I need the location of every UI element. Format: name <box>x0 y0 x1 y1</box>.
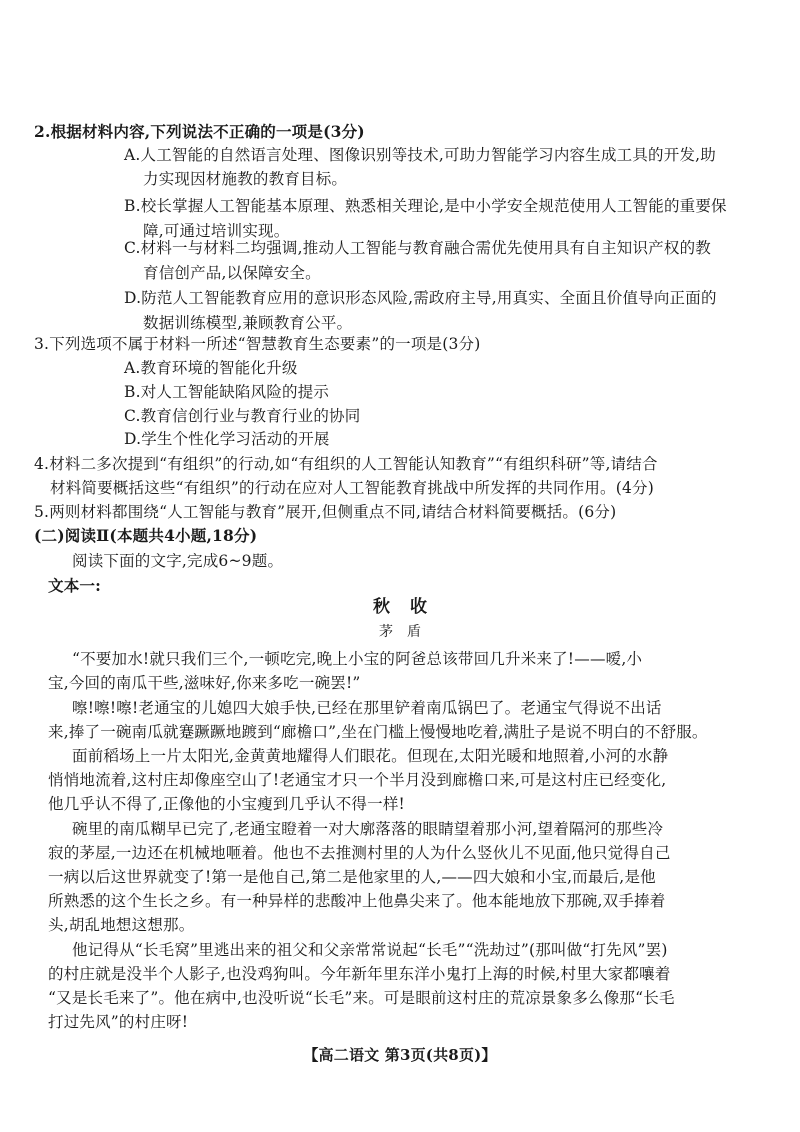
q4-line1: 4.材料二多次提到“有组织”的行动,如“有组织的人工智能认知教育”“有组织科研”等,请结合 <box>34 455 658 473</box>
q2-option-a-line2: 力实现因材施教的教育目标。 <box>143 170 348 188</box>
q2-option-b-line2: 障,可通过培训实现。 <box>143 222 290 240</box>
q3-option-b: B.对人工智能缺陷风险的提示 <box>124 383 330 401</box>
section-instruction: 阅读下面的文字,完成6~9题。 <box>72 552 284 570</box>
p4-line2: 寂的茅屋,一边还在机械地咂着。他也不去推测村里的人为什么竖伙儿不见面,他只觉得自己 <box>48 844 671 862</box>
p4-line4: 所熟悉的这个生长之乡。有一种异样的悲酸冲上他鼻尖来了。他本能地放下那碗,双手捧着 <box>48 892 666 910</box>
p1-line2: 宝,今回的南瓜干些,滋味好,你来多吃一碗罢!” <box>48 674 361 692</box>
p4-line5: 头,胡乱地想这想那。 <box>48 916 195 934</box>
text-label: 文本一: <box>48 576 102 595</box>
p2-line1: 嚓!嚓!嚓!老通宝的儿媳四大娘手快,已经在那里铲着南瓜锅巴了。老通宝气得说不出话 <box>72 699 662 717</box>
q3-option-d: D.学生个性化学习活动的开展 <box>124 430 330 448</box>
q4-line2: 材料简要概括这些“有组织”的行动在应对人工智能教育挑战中所发挥的共同作用。(4分) <box>50 479 655 497</box>
p5-line1: 他记得从“长毛窝”里逃出来的祖父和父亲常常说起“长毛”“洗劫过”(那叫做“打先风”罢) <box>72 941 668 959</box>
p5-line4: 打过先风”的村庄呀! <box>48 1013 189 1031</box>
p4-line1: 碗里的南瓜糊早已完了,老通宝瞪着一对大廓落落的眼睛望着那小河,望着隔河的那些冷 <box>72 820 664 838</box>
p2-line2: 来,捧了一碗南瓜就蹇蹶蹶地踱到“廊檐口”,坐在门槛上慢慢地吃着,满肚子是说不明白的不舒服。 <box>48 723 708 741</box>
q2-stem: 2.根据材料内容,下列说法不正确的一项是(3分) <box>34 122 365 141</box>
q5-line1: 5.两则材料都围绕“人工智能与教育”展开,但侧重点不同,请结合材料简要概括。(6分) <box>34 503 617 521</box>
p3-line2: 悄悄地流着,这村庄却像座空山了!老通宝才只一个半月没到廊檐口来,可是这村庄已经变化, <box>48 771 667 789</box>
p3-line1: 面前稻场上一片太阳光,金黄黄地耀得人们眼花。但现在,太阳光暖和地照着,小河的水静 <box>72 747 669 765</box>
p5-line2: 的村庄就是没半个人影子,也没鸡狗叫。今年新年里东洋小鬼打上海的时候,村里大家都嚷着 <box>48 965 671 983</box>
q3-stem: 3.下列选项不属于材料一所述“智慧教育生态要素”的一项是(3分) <box>34 335 481 353</box>
passage-title: 秋收 <box>373 597 447 617</box>
q3-option-a: A.教育环境的智能化升级 <box>124 359 298 377</box>
section-heading: (二)阅读Ⅱ(本题共4小题,18分) <box>34 526 258 545</box>
q2-option-c-line1: C.材料一与材料二均强调,推动人工智能与教育融合需优先使用具有自主知识产权的教 <box>124 239 711 257</box>
p4-line3: 一病以后这世界就变了!第一是他自己,第二是他家里的人,——四大娘和小宝,而最后,是他 <box>48 868 656 886</box>
q2-option-c-line2: 育信创产品,以保障安全。 <box>143 264 321 282</box>
q3-option-c: C.教育信创行业与教育行业的协同 <box>124 407 361 425</box>
q2-option-d-line1: D.防范人工智能教育应用的意识形态风险,需政府主导,用真实、全面且价值导向正面的 <box>124 289 717 307</box>
q2-option-b-line1: B.校长掌握人工智能基本原理、熟悉相关理论,是中小学安全规范使用人工智能的重要保 <box>124 197 727 215</box>
p5-line3: “又是长毛来了”。他在病中,也没听说“长毛”来。可是眼前这村庄的荒凉景象多么像那“长毛 <box>48 989 675 1007</box>
p3-line3: 他几乎认不得了,正像他的小宝瘦到几乎认不得一样! <box>48 795 405 813</box>
q2-option-a-line1: A.人工智能的自然语言处理、图像识别等技术,可助力智能学习内容生成工具的开发,助 <box>124 146 716 164</box>
q2-option-d-line2: 数据训练模型,兼顾教育公平。 <box>143 314 353 332</box>
passage-author: 茅盾 <box>379 624 435 640</box>
page-footer: 【高二语文 第3页(共8页)】 <box>303 1046 497 1064</box>
p1-line1: “不要加水!就只我们三个,一顿吃完,晚上小宝的阿爸总该带回几升米来了!——嗳,小 <box>72 650 643 668</box>
